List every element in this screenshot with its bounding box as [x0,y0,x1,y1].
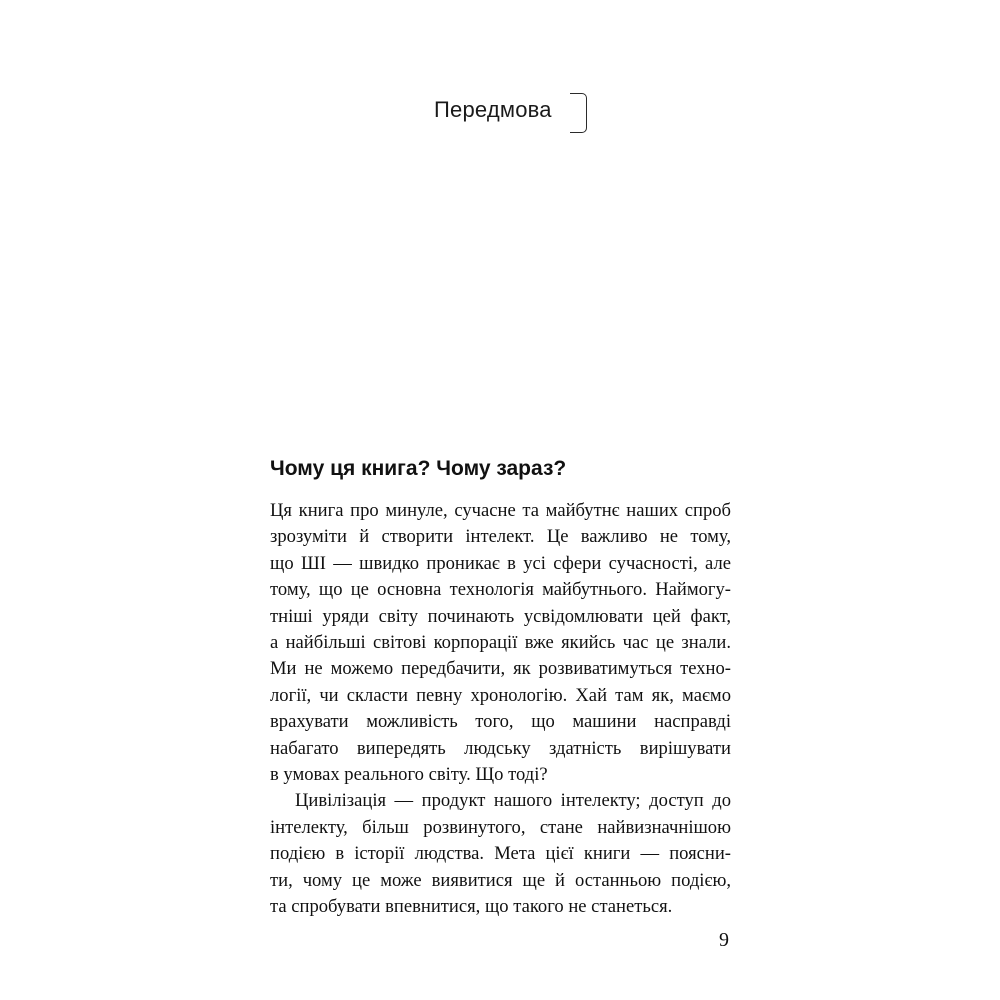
text-line: Ця книга про минуле, сучасне та майбутнє наших спроб [270,500,731,521]
text-line: а найбільші світові корпорації вже якийсь час це знали. [270,632,731,654]
text-line: набагато випередять людську здатність вирішувати [270,737,731,759]
page-number: 9 [719,929,729,951]
text-line: в умовах реального світу. Що тоді? [270,764,548,786]
text-line: Цивілізація — продукт нашого інтелекту; доступ до [295,790,731,812]
text-line: тому, що це основна технологія майбутнього. Наймогу- [270,579,731,601]
paragraph-2 [270,788,731,920]
body-text [270,498,731,921]
text-line: тніші уряди світу починають усвідомлювати цей факт, [270,605,731,627]
text-line: та спробувати впевнитися, що такого не станеться. [270,896,673,918]
text-line: врахувати можливість того, що машини насправді [270,711,731,733]
chapter-header [427,93,588,133]
text-line: зрозуміти й створити інтелект. Це важливо не тому, [270,526,731,548]
chapter-title: Передмова [434,97,552,122]
chapter-title-bracket [570,93,587,133]
text-line: логії, чи скласти певну хронологію. Хай там як, маємо [270,684,731,706]
text-line: ти, чому це може виявитися ще й останньою подією, [270,869,731,891]
text-line: інтелекту, більш розвинутого, стане найвизначнішою [270,816,731,838]
text-line: подією в історії людства. Мета цієї книги — поясни- [270,843,731,865]
section-heading: Чому ця книга? Чому зараз? [270,457,567,480]
paragraph-1 [270,498,731,788]
text-line: що ШІ — швидко проникає в усі сфери сучасності, але [270,552,731,574]
text-line: Ми не можемо передбачити, як розвиватимуться техно- [270,658,731,680]
